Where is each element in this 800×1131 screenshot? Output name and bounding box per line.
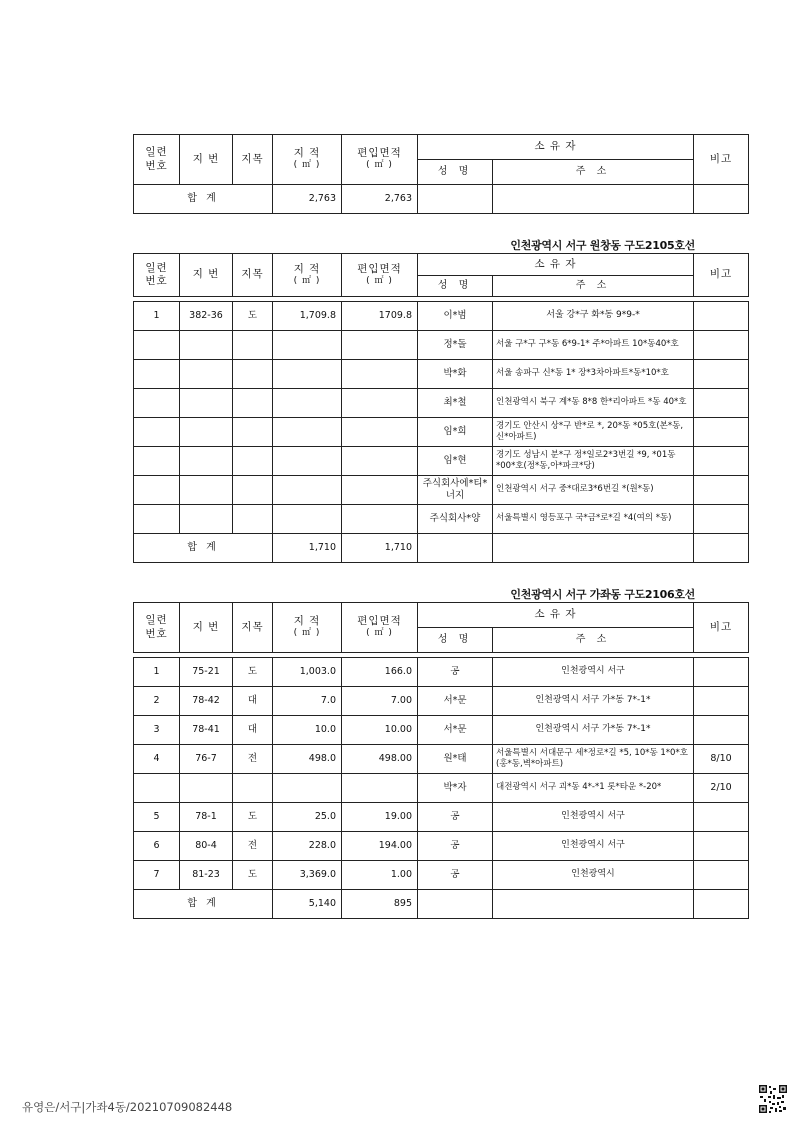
cell-address: 인천광역시 서구 (493, 658, 694, 687)
header-area-label: 지 적 (293, 147, 321, 160)
total-address (493, 534, 694, 563)
cell-category (233, 331, 273, 360)
cell-address: 인천광역시 (493, 861, 694, 890)
cell-address: 인천광역시 서구 (493, 832, 694, 861)
cell-seq: 4 (134, 745, 180, 774)
cell-parcel: 78-42 (180, 687, 233, 716)
header-owner: 소 유 자 (418, 135, 694, 160)
cell-parcel: 80-4 (180, 832, 233, 861)
header-incorp-label: 편입면적 (357, 262, 402, 275)
cell-category (233, 360, 273, 389)
cell-category (233, 389, 273, 418)
cell-area (273, 476, 342, 505)
cell-area (273, 389, 342, 418)
table-row (134, 418, 749, 447)
cell-seq (134, 774, 180, 803)
cell-owner-name: 정*돌 (418, 331, 493, 360)
cell-parcel: 75-21 (180, 658, 233, 687)
header-owner: 소 유 자 (418, 603, 694, 628)
cell-category (233, 476, 273, 505)
cell-parcel (180, 774, 233, 803)
cell-remarks (694, 716, 749, 745)
cell-remarks (694, 658, 749, 687)
table-row (134, 716, 749, 745)
cell-incorp-area: 498.00 (342, 745, 418, 774)
header-incorp-unit: ( ㎡ ) (366, 275, 393, 286)
cell-area (273, 505, 342, 534)
cell-category: 도 (233, 803, 273, 832)
total-row (134, 185, 749, 214)
cell-remarks (694, 505, 749, 534)
cell-incorp-area: 194.00 (342, 832, 418, 861)
cell-category: 전 (233, 745, 273, 774)
cell-remarks (694, 832, 749, 861)
cell-incorp-area: 1.00 (342, 861, 418, 890)
header-category: 지목 (233, 254, 273, 297)
land-table-2 (133, 253, 749, 563)
section-title-wonchang: 인천광역시 서구 원창동 구도2105호선 (510, 239, 695, 252)
total-area: 2,763 (273, 185, 342, 214)
cell-category: 대 (233, 687, 273, 716)
cell-area: 25.0 (273, 803, 342, 832)
cell-remarks (694, 687, 749, 716)
header-name: 성 명 (418, 160, 493, 185)
cell-incorp-area (342, 418, 418, 447)
cell-incorp-area (342, 476, 418, 505)
cell-seq: 1 (134, 302, 180, 331)
cell-owner-name: 원*태 (418, 745, 493, 774)
cell-parcel: 78-41 (180, 716, 233, 745)
header-row (134, 135, 749, 160)
total-area: 5,140 (273, 890, 342, 919)
table-row (134, 803, 749, 832)
cell-remarks (694, 302, 749, 331)
table-row (134, 389, 749, 418)
header-incorp-area (342, 254, 418, 297)
header-incorp-label: 편입면적 (357, 615, 402, 628)
cell-address: 대전광역시 서구 괴*동 4*-*1 롯*타운 *-20* (493, 774, 694, 803)
cell-seq (134, 331, 180, 360)
cell-seq: 3 (134, 716, 180, 745)
cell-address: 인천광역시 서구 가*동 7*-1* (493, 687, 694, 716)
cell-seq (134, 360, 180, 389)
header-remarks: 비고 (694, 135, 749, 185)
header-name: 성 명 (418, 628, 493, 653)
cell-seq (134, 447, 180, 476)
total-name (418, 890, 493, 919)
table-row (134, 745, 749, 774)
cell-remarks: 2/10 (694, 774, 749, 803)
cell-incorp-area: 1709.8 (342, 302, 418, 331)
cell-remarks: 8/10 (694, 745, 749, 774)
header-parcel: 지 번 (180, 603, 233, 653)
cell-address: 인천광역시 서구 (493, 803, 694, 832)
cell-incorp-area: 10.00 (342, 716, 418, 745)
cell-owner-name: 이*범 (418, 302, 493, 331)
cell-seq (134, 505, 180, 534)
total-remarks (694, 890, 749, 919)
cell-owner-name: 공 (418, 861, 493, 890)
header-incorp-unit: ( ㎡ ) (366, 628, 393, 639)
table-row (134, 360, 749, 389)
cell-owner-name: 임*희 (418, 418, 493, 447)
cell-address: 경기도 안산시 상*구 반*로 *, 20*동 *05호(본*동,신*아파트) (493, 418, 694, 447)
cell-owner-name: 주식회사*양 (418, 505, 493, 534)
cell-category (233, 418, 273, 447)
table-row (134, 861, 749, 890)
header-row (134, 254, 749, 276)
header-incorp-unit: ( ㎡ ) (366, 160, 393, 171)
cell-parcel (180, 505, 233, 534)
cell-incorp-area (342, 774, 418, 803)
header-area-unit: ( ㎡ ) (293, 628, 321, 639)
header-area (273, 135, 342, 185)
footer-print-info: 유영은/서구|가좌4동/20210709082448 (22, 1100, 233, 1114)
cell-owner-name: 서*문 (418, 687, 493, 716)
header-area (273, 254, 342, 297)
header-address: 주 소 (493, 160, 694, 185)
header-area-unit: ( ㎡ ) (293, 160, 321, 171)
header-name: 성 명 (418, 276, 493, 297)
cell-incorp-area (342, 505, 418, 534)
cell-area (273, 418, 342, 447)
cell-address: 서울 송파구 신*동 1* 장*3차아파트*동*10*호 (493, 360, 694, 389)
header-area-label: 지 적 (293, 615, 321, 628)
total-row (134, 534, 749, 563)
cell-area (273, 360, 342, 389)
cell-incorp-area (342, 389, 418, 418)
cell-incorp-area: 7.00 (342, 687, 418, 716)
header-category: 지목 (233, 603, 273, 653)
cell-address: 경기도 성남시 분*구 정*일로2*3번길 *9, *01동 *00*호(정*동,아*파크*당) (493, 447, 694, 476)
total-label: 합 계 (134, 534, 273, 563)
header-seq: 일련 번호 (134, 254, 180, 297)
cell-address: 서울 강*구 화*동 9*9-* (493, 302, 694, 331)
cell-parcel: 78-1 (180, 803, 233, 832)
total-row (134, 890, 749, 919)
cell-area (273, 447, 342, 476)
cell-parcel (180, 331, 233, 360)
total-remarks (694, 185, 749, 214)
total-label: 합 계 (134, 185, 273, 214)
table-row (134, 476, 749, 505)
table-row (134, 331, 749, 360)
total-address (493, 890, 694, 919)
cell-owner-name: 공 (418, 658, 493, 687)
cell-owner-name: 박*화 (418, 360, 493, 389)
cell-parcel: 76-7 (180, 745, 233, 774)
cell-category: 대 (233, 716, 273, 745)
header-incorp-area (342, 135, 418, 185)
cell-remarks (694, 476, 749, 505)
total-name (418, 185, 493, 214)
cell-owner-name: 공 (418, 803, 493, 832)
total-area: 1,710 (273, 534, 342, 563)
table-row (134, 505, 749, 534)
cell-incorp-area (342, 447, 418, 476)
cell-owner-name: 박*자 (418, 774, 493, 803)
cell-category (233, 447, 273, 476)
cell-category: 전 (233, 832, 273, 861)
total-incorp-area: 2,763 (342, 185, 418, 214)
cell-area: 498.0 (273, 745, 342, 774)
cell-area: 10.0 (273, 716, 342, 745)
header-area (273, 603, 342, 653)
header-area-label: 지 적 (293, 262, 321, 275)
cell-category: 도 (233, 658, 273, 687)
cell-seq: 1 (134, 658, 180, 687)
header-address: 주 소 (493, 276, 694, 297)
cell-category (233, 774, 273, 803)
header-parcel: 지 번 (180, 254, 233, 297)
cell-remarks (694, 803, 749, 832)
cell-incorp-area: 166.0 (342, 658, 418, 687)
cell-incorp-area: 19.00 (342, 803, 418, 832)
cell-parcel: 382-36 (180, 302, 233, 331)
cell-category: 도 (233, 861, 273, 890)
cell-parcel (180, 389, 233, 418)
header-seq: 일련 번호 (134, 135, 180, 185)
header-incorp-area (342, 603, 418, 653)
cell-category: 도 (233, 302, 273, 331)
cell-parcel: 81-23 (180, 861, 233, 890)
cell-area: 1,709.8 (273, 302, 342, 331)
cell-area: 228.0 (273, 832, 342, 861)
total-incorp-area: 895 (342, 890, 418, 919)
cell-address: 인천광역시 서구 가*동 7*-1* (493, 716, 694, 745)
cell-area: 3,369.0 (273, 861, 342, 890)
table-row (134, 832, 749, 861)
cell-parcel (180, 418, 233, 447)
cell-remarks (694, 389, 749, 418)
cell-address: 서울특별시 서대문구 세*정로*길 *5, 10*동 1*0*호 (홍*동,벽*아파트) (493, 745, 694, 774)
total-remarks (694, 534, 749, 563)
section-title-gajwa: 인천광역시 서구 가좌동 구도2106호선 (510, 588, 695, 601)
header-owner: 소 유 자 (418, 254, 694, 276)
cell-remarks (694, 418, 749, 447)
qr-code-icon (758, 1084, 788, 1114)
cell-seq: 6 (134, 832, 180, 861)
table-row (134, 658, 749, 687)
cell-remarks (694, 861, 749, 890)
cell-seq (134, 476, 180, 505)
cell-incorp-area (342, 331, 418, 360)
table-row (134, 687, 749, 716)
land-table-3 (133, 602, 749, 919)
cell-address: 서울특별시 영등포구 국*금*로*길 *4(여의 *동) (493, 505, 694, 534)
header-parcel: 지 번 (180, 135, 233, 185)
header-remarks: 비고 (694, 603, 749, 653)
header-seq: 일련 번호 (134, 603, 180, 653)
total-name (418, 534, 493, 563)
cell-address: 인천광역시 북구 계*동 8*8 한*리아파트 *동 40*호 (493, 389, 694, 418)
cell-owner-name: 임*현 (418, 447, 493, 476)
cell-incorp-area (342, 360, 418, 389)
total-address (493, 185, 694, 214)
cell-seq: 7 (134, 861, 180, 890)
table-row (134, 447, 749, 476)
total-incorp-area: 1,710 (342, 534, 418, 563)
cell-parcel (180, 447, 233, 476)
cell-seq (134, 389, 180, 418)
cell-remarks (694, 331, 749, 360)
cell-owner-name: 서*문 (418, 716, 493, 745)
cell-owner-name: 공 (418, 832, 493, 861)
cell-seq: 5 (134, 803, 180, 832)
header-category: 지목 (233, 135, 273, 185)
cell-owner-name: 최*철 (418, 389, 493, 418)
header-area-unit: ( ㎡ ) (293, 275, 321, 286)
cell-address: 서울 구*구 구*동 6*9-1* 주*아파트 10*동40*호 (493, 331, 694, 360)
land-table-1 (133, 134, 749, 214)
cell-remarks (694, 360, 749, 389)
cell-owner-name: 주식회사에*티*너지 (418, 476, 493, 505)
cell-address: 인천광역시 서구 중*대로3*6번길 *(원*동) (493, 476, 694, 505)
cell-parcel (180, 476, 233, 505)
header-address: 주 소 (493, 628, 694, 653)
header-row (134, 603, 749, 628)
header-incorp-label: 편입면적 (357, 147, 402, 160)
cell-area (273, 774, 342, 803)
cell-parcel (180, 360, 233, 389)
cell-seq: 2 (134, 687, 180, 716)
cell-seq (134, 418, 180, 447)
cell-area: 1,003.0 (273, 658, 342, 687)
cell-area: 7.0 (273, 687, 342, 716)
table-row (134, 302, 749, 331)
cell-remarks (694, 447, 749, 476)
cell-category (233, 505, 273, 534)
table-row (134, 774, 749, 803)
cell-area (273, 331, 342, 360)
total-label: 합 계 (134, 890, 273, 919)
header-remarks: 비고 (694, 254, 749, 297)
